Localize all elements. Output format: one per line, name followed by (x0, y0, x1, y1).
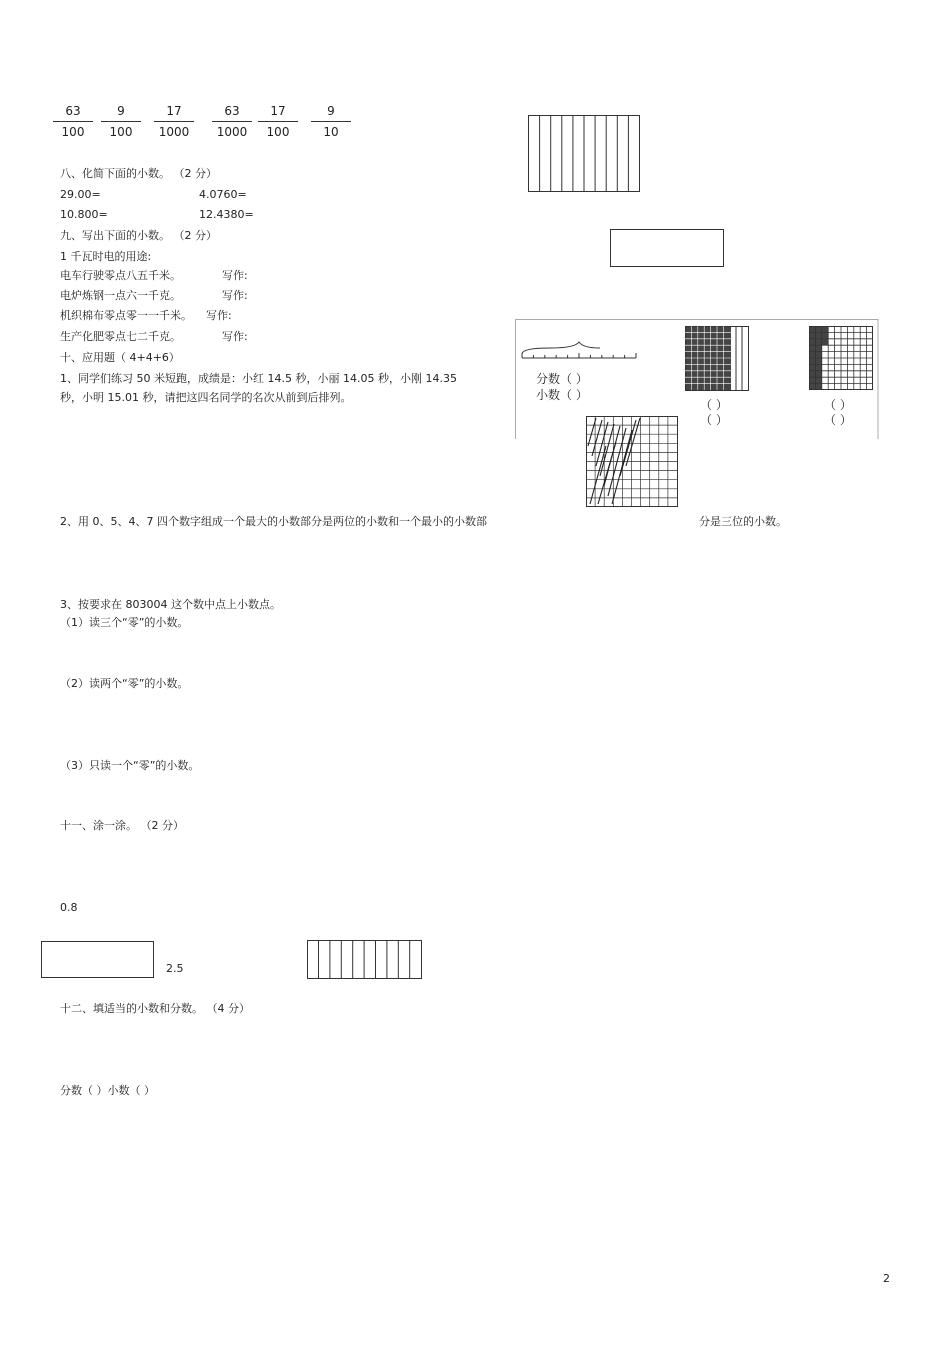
numerator: 63 (212, 104, 252, 122)
denominator: 10 (323, 125, 339, 139)
fraction-6 (311, 104, 351, 139)
denominator: 100 (266, 125, 290, 139)
page-number: 2 (883, 1272, 890, 1285)
question-1-line-1: 1、同学们练习 50 米短跑，成绩是：小红 14.5 秒，小丽 14.05 秒，小刚 14.35 (60, 372, 457, 385)
write-row-3-label: 写作: (206, 309, 232, 322)
blank-rectangle-right (610, 229, 724, 267)
question-3-2: （2）读两个“零”的小数。 (60, 677, 189, 690)
shade-strip-rectangle-2 (307, 940, 423, 980)
write-row-2-text: 电炉炼钢一点六一千克。 (60, 289, 181, 302)
denominator: 100 (109, 125, 133, 139)
figure-fraction-label: 分数（ ） (536, 372, 588, 386)
strip-rectangle-top (528, 115, 643, 193)
question-3: 3、按要求在 803004 这个数中点上小数点。 (60, 598, 281, 611)
grid-2-paren-2: （ ） (700, 413, 728, 427)
shade-rectangle-1 (41, 941, 154, 978)
section-9-title: 九、写出下面的小数。 （2 分） (60, 229, 217, 242)
fraction-4 (212, 104, 252, 139)
hundred-grid-3 (809, 326, 875, 392)
grid-3-paren-2: （ ） (824, 413, 852, 427)
simplify-item-2: 4.0760= (199, 188, 247, 201)
write-row-3-text: 机织棉布零点零一一千米。 (60, 309, 192, 322)
question-3-3: （3）只读一个“零”的小数。 (60, 759, 200, 772)
section-12-answer: 分数（ ）小数（ ） (60, 1084, 155, 1097)
simplify-item-1: 29.00= (60, 188, 101, 201)
section-10-title: 十、应用题（ 4+4+6） (60, 351, 180, 364)
fraction-5 (258, 104, 298, 139)
question-3-1: （1）读三个“零”的小数。 (60, 616, 189, 629)
number-line (520, 340, 638, 364)
hundred-grid-4 (586, 416, 680, 508)
fraction-2 (101, 104, 141, 139)
simplify-item-4: 12.4380= (199, 208, 254, 221)
hundred-grid-2 (685, 326, 750, 392)
write-row-2-label: 写作: (222, 289, 248, 302)
section-11-title: 十一、涂一涂。 （2 分） (60, 819, 184, 832)
section-12-title: 十二、填适当的小数和分数。 （4 分） (60, 1002, 250, 1015)
denominator: 1000 (158, 125, 190, 139)
fraction-3 (154, 104, 194, 139)
numerator: 17 (154, 104, 194, 122)
question-1-line-2: 秒，小明 15.01 秒，请把这四名同学的名次从前到后排列。 (60, 391, 352, 404)
fraction-1 (53, 104, 93, 139)
write-row-1-label: 写作: (222, 269, 248, 282)
write-row-1-text: 电车行驶零点八五千米。 (60, 269, 181, 282)
numerator: 9 (101, 104, 141, 122)
question-2-left: 2、用 0、5、4、7 四个数字组成一个最大的小数部分是两位的小数和一个最小的小数部 (60, 515, 487, 528)
section-8-title: 八、化简下面的小数。 （2 分） (60, 167, 217, 180)
question-2-right: 分是三位的小数。 (699, 515, 787, 528)
write-row-4-text: 生产化肥零点七二千克。 (60, 330, 181, 343)
write-row-4-label: 写作: (222, 330, 248, 343)
numerator: 9 (311, 104, 351, 122)
numerator: 63 (53, 104, 93, 122)
figure-decimal-label: 小数（ ） (536, 388, 588, 402)
denominator: 100 (61, 125, 85, 139)
shade-value-2: 2.5 (166, 962, 184, 975)
simplify-item-3: 10.800= (60, 208, 108, 221)
section-9-intro: 1 千瓦时电的用途: (60, 250, 152, 263)
numerator: 17 (258, 104, 298, 122)
shade-value-1: 0.8 (60, 901, 78, 914)
grid-2-paren-1: （ ） (700, 398, 728, 412)
denominator: 1000 (216, 125, 248, 139)
grid-3-paren-1: （ ） (824, 398, 852, 412)
